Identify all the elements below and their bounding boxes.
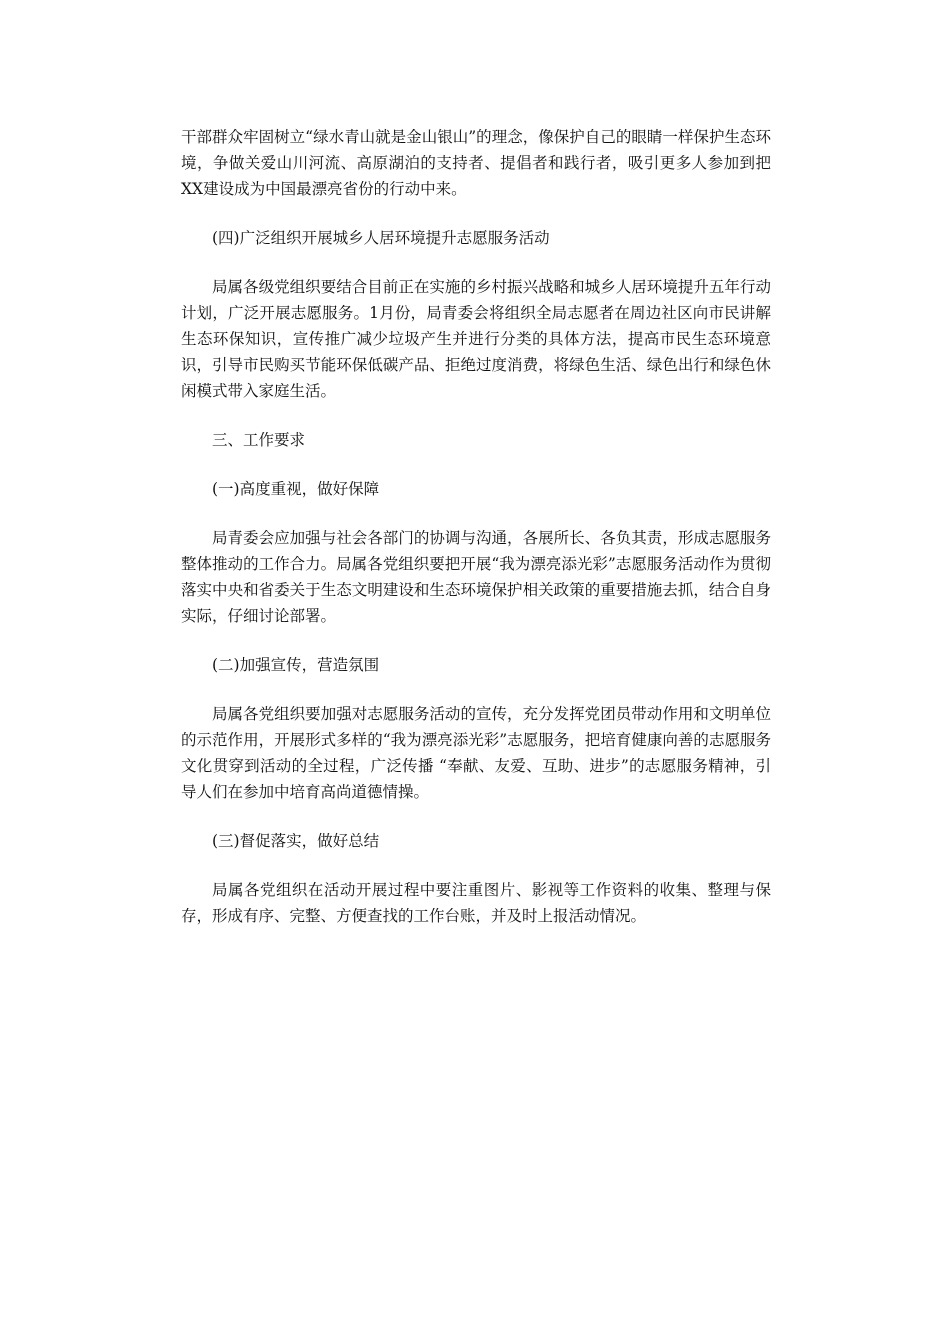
section-heading-2: (二)加强宣传，营造氛围 [212, 656, 380, 674]
section-heading-3: (三)督促落实，做好总结 [212, 832, 380, 850]
section-heading-4: (四)广泛组织开展城乡人居环境提升志愿服务活动 [212, 229, 550, 247]
paragraph-environment-volunteer: 局属各级党组织要结合目前正在实施的乡村振兴战略和城乡人居环境提升五年行动计划，广泛开展志愿服务。1月份，局青委会将组织全局志愿者在周边社区向市民讲解生态环保知识，宣传推广减少垃圾产生并进行分类的具体方法，提高市民生态环境意识，引导市民购买节能环保低碳产品、拒绝过度消费，将绿色生活、绿色出行和绿色休闲模式带入家庭生活。 [181, 278, 771, 400]
paragraph-publicity: 局属各党组织要加强对志愿服务活动的宣传，充分发挥党团员带动作用和文明单位的示范作用，开展形式多样的“我为漂亮添光彩”志愿服务，把培育健康向善的志愿服务文化贯穿到活动的全过程，广泛传播 “奉献、友爱、互助、进步”的志愿服务精神，引导人们在参加中培育高尚道德情操。 [181, 705, 771, 801]
chapter-heading-work-requirements: 三、工作要求 [212, 431, 306, 449]
section-heading-1: (一)高度重视，做好保障 [212, 480, 380, 498]
paragraph-continuation: 干部群众牢固树立“绿水青山就是金山银山”的理念，像保护自己的眼睛一样保护生态环境，争做关爱山川河流、高原湖泊的支持者、提倡者和践行者，吸引更多人参加到把XX建设成为中国最漂亮省份的行动中来。 [181, 128, 771, 198]
paragraph-summary: 局属各党组织在活动开展过程中要注重图片、影视等工作资料的收集、整理与保存，形成有序、完整、方便查找的工作台账，并及时上报活动情况。 [181, 881, 771, 925]
paragraph-coordination: 局青委会应加强与社会各部门的协调与沟通，各展所长、各负其责，形成志愿服务整体推动的工作合力。局属各党组织要把开展“我为漂亮添光彩”志愿服务活动作为贯彻落实中央和省委关于生态文明建设和生态环境保护相关政策的重要措施去抓，结合自身实际，仔细讨论部署。 [181, 529, 771, 625]
document-body [181, 124, 771, 952]
